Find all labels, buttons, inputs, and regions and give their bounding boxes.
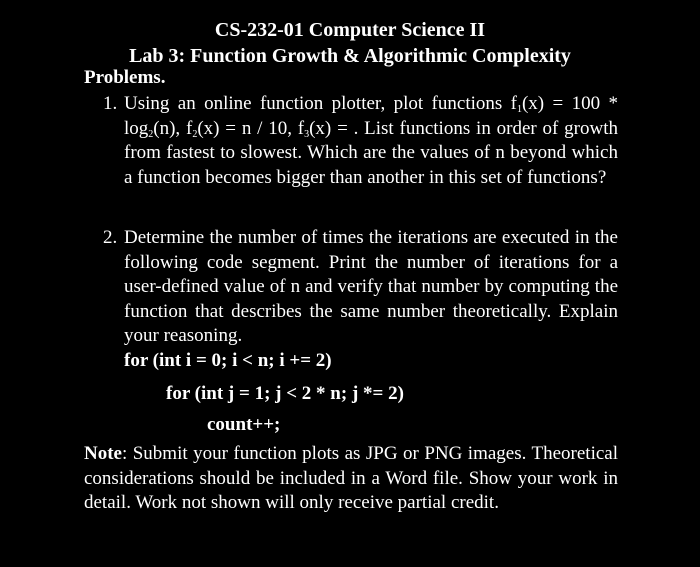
lab-title: Lab 3: Function Growth & Algorithmic Complexity — [129, 45, 571, 67]
course-title: CS-232-01 Computer Science II — [214, 19, 486, 41]
note-label: Note — [84, 443, 122, 464]
note-paragraph — [84, 442, 618, 516]
problem-1 — [103, 92, 618, 190]
problem-1-number: 1. — [103, 93, 118, 114]
code-line-count: count++; — [207, 414, 281, 435]
code-line-inner-loop: for (int j = 1; j < 2 * n; j *= 2) — [166, 383, 404, 404]
code-line-outer-loop: for (int i = 0; i < n; i += 2) — [124, 350, 332, 371]
problem-2 — [103, 226, 618, 349]
problems-heading: Problems. — [84, 67, 166, 88]
problem-2-text: Determine the number of times the iterations are executed in the following code segment. Print the number of iterations for a user-defined value of n and verify that number by computing the function that describes the same number theoretically. Explain your reasoning. — [124, 227, 618, 346]
note-text: : Submit your function plots as JPG or PNG images. Theoretical considerations should be included in a Word file. Show your work in detail. Work not shown will only receive partial credit. — [84, 443, 618, 513]
problem-1-text: Using an online function plotter, plot functions $f_1(x) = 100 * \log_2(n)$, $f_2(x) = n / 10$, $f_3(x)$ = . List functions in order of growth from fastest to slowest. Which are the values of n beyond which a function becomes bigger than another in this set of functions? — [124, 93, 618, 188]
problem-2-number: 2. — [103, 227, 118, 248]
